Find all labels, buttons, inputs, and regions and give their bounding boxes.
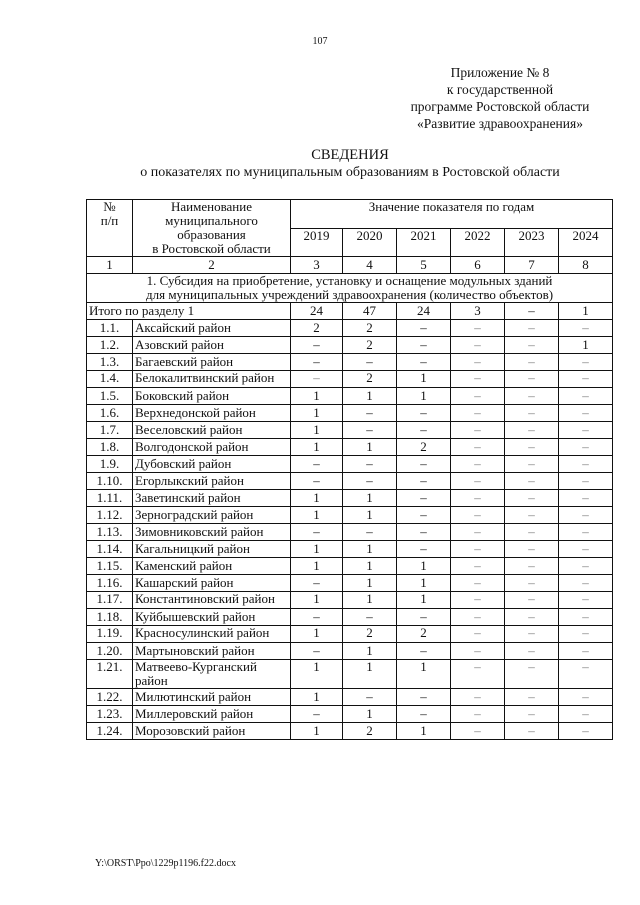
table-row [87,723,613,740]
value-cell: – [451,609,505,626]
value-cell: 1 [291,558,343,575]
value-cell: 2 [291,320,343,337]
value-cell: – [397,456,451,473]
value-cell: – [559,723,613,740]
total-label: Итого по разделу 1 [87,303,291,320]
annex-line: Приложение № 8 [450,65,550,80]
annex-line: к государственной [446,82,554,97]
document-subtitle: о показателях по муниципальным образованиям в Ростовской области [140,165,560,180]
value-cell: – [505,371,559,388]
value-cell: – [505,456,559,473]
value-cell: – [291,371,343,388]
value-cell: 1 [343,439,397,456]
value-cell: – [559,371,613,388]
value-cell: 1 [343,507,397,524]
value-cell: – [291,609,343,626]
value-cell: – [505,473,559,490]
annex-block [380,64,620,132]
document-title: СВЕДЕНИЯ [311,147,389,163]
district-name: Каменский район [133,558,291,575]
value-cell: – [397,337,451,354]
header-year: 2019 [291,228,343,257]
value-cell: – [505,660,559,689]
value-cell: – [451,371,505,388]
row-number: 1.5. [87,388,133,405]
district-name: Аксайский район [133,320,291,337]
header-name: Наименование муниципального образования в Ростовской области [133,200,291,257]
table-row [87,371,613,388]
value-cell: – [559,541,613,558]
table-row [87,609,613,626]
table-row [87,354,613,371]
district-name: Дубовский район [133,456,291,473]
value-cell: – [451,456,505,473]
value-cell: – [559,422,613,439]
value-cell: 1 [291,541,343,558]
value-cell: – [397,541,451,558]
value-cell: 1 [397,723,451,740]
value-cell: – [559,592,613,609]
row-number: 1.8. [87,439,133,456]
section-row [87,274,613,303]
district-name: Егорлыкский район [133,473,291,490]
value-cell: – [291,337,343,354]
value-cell: – [451,541,505,558]
value-cell: – [505,609,559,626]
table-row [87,558,613,575]
row-number: 1.16. [87,575,133,592]
row-number: 1.17. [87,592,133,609]
value-cell: – [397,507,451,524]
district-name: Куйбышевский район [133,609,291,626]
header-years-group: Значение показателя по годам [291,200,613,229]
row-number: 1.11. [87,490,133,507]
value-cell: – [559,456,613,473]
row-number: 1.9. [87,456,133,473]
column-numbers-row [87,257,613,274]
value-cell: 1 [397,371,451,388]
district-name: Мартыновский район [133,643,291,660]
value-cell: – [505,337,559,354]
row-number: 1.6. [87,405,133,422]
district-name: Константиновский район [133,592,291,609]
value-cell: – [451,422,505,439]
value-cell: – [343,524,397,541]
value-cell: 1 [343,541,397,558]
value-cell: – [559,643,613,660]
value-cell: 2 [343,320,397,337]
total-value: 1 [559,303,613,320]
value-cell: – [559,490,613,507]
value-cell: – [505,507,559,524]
row-number: 1.23. [87,706,133,723]
value-cell: 1 [397,592,451,609]
value-cell: – [505,541,559,558]
value-cell: 2 [343,723,397,740]
row-number: 1.2. [87,337,133,354]
value-cell: – [559,439,613,456]
column-number: 3 [291,257,343,274]
district-name: Матвеево-Курганский район [133,660,291,689]
table-row [87,575,613,592]
header-year: 2021 [397,228,451,257]
row-number: 1.24. [87,723,133,740]
table-row [87,320,613,337]
value-cell: – [451,354,505,371]
value-cell: – [505,524,559,541]
value-cell: 1 [343,558,397,575]
district-name: Багаевский район [133,354,291,371]
value-cell: – [451,337,505,354]
value-cell: 2 [343,626,397,643]
value-cell: – [505,388,559,405]
header-year: 2022 [451,228,505,257]
row-number: 1.4. [87,371,133,388]
value-cell: 2 [343,371,397,388]
column-number: 6 [451,257,505,274]
value-cell: – [559,706,613,723]
value-cell: – [451,689,505,706]
value-cell: – [451,405,505,422]
table-row [87,405,613,422]
value-cell: – [559,626,613,643]
value-cell: 1 [343,660,397,689]
district-name: Боковский район [133,388,291,405]
value-cell: – [559,689,613,706]
value-cell: – [343,422,397,439]
district-name: Кашарский район [133,575,291,592]
value-cell: 1 [291,439,343,456]
value-cell: – [397,643,451,660]
value-cell: – [505,723,559,740]
value-cell: – [505,575,559,592]
total-value: 24 [291,303,343,320]
value-cell: 1 [343,575,397,592]
district-name: Азовский район [133,337,291,354]
value-cell: – [505,439,559,456]
table-row [87,524,613,541]
column-number: 1 [87,257,133,274]
value-cell: – [291,473,343,490]
total-value: 47 [343,303,397,320]
value-cell: – [451,439,505,456]
value-cell: – [451,660,505,689]
value-cell: – [505,405,559,422]
value-cell: – [343,354,397,371]
table-row [87,592,613,609]
value-cell: – [291,706,343,723]
value-cell: – [559,660,613,689]
value-cell: – [397,609,451,626]
table-row [87,456,613,473]
indicators-table [86,199,613,740]
annex-line: «Развитие здравоохранения» [417,116,583,131]
district-name: Зерноградский район [133,507,291,524]
table-row [87,689,613,706]
district-name: Кагальницкий район [133,541,291,558]
value-cell: – [451,575,505,592]
value-cell: – [559,405,613,422]
value-cell: – [451,320,505,337]
district-name: Милютинский район [133,689,291,706]
value-cell: – [451,626,505,643]
column-number: 7 [505,257,559,274]
value-cell: – [451,558,505,575]
value-cell: 2 [397,626,451,643]
value-cell: 2 [343,337,397,354]
value-cell: – [505,689,559,706]
table-row [87,337,613,354]
value-cell: – [397,405,451,422]
value-cell: – [559,354,613,371]
value-cell: – [451,524,505,541]
value-cell: – [559,558,613,575]
value-cell: – [397,422,451,439]
row-number: 1.22. [87,689,133,706]
row-number: 1.20. [87,643,133,660]
table-row [87,422,613,439]
value-cell: – [291,354,343,371]
table-row [87,706,613,723]
value-cell: – [451,592,505,609]
value-cell: – [505,354,559,371]
header-year: 2020 [343,228,397,257]
value-cell: 1 [343,706,397,723]
value-cell: 1 [291,660,343,689]
value-cell: – [505,320,559,337]
district-name: Верхнедонской район [133,405,291,422]
value-cell: – [559,507,613,524]
document-heading [60,147,640,181]
value-cell: – [505,706,559,723]
value-cell: – [343,456,397,473]
value-cell: 1 [397,660,451,689]
value-cell: 1 [291,689,343,706]
header-num: № п/п [87,200,133,257]
column-number: 4 [343,257,397,274]
value-cell: – [397,473,451,490]
value-cell: – [559,388,613,405]
value-cell: – [343,405,397,422]
district-name: Заветинский район [133,490,291,507]
district-name: Морозовский район [133,723,291,740]
total-value: 24 [397,303,451,320]
row-number: 1.14. [87,541,133,558]
value-cell: – [451,388,505,405]
value-cell: 1 [291,626,343,643]
value-cell: – [505,643,559,660]
value-cell: – [397,354,451,371]
value-cell: 1 [291,507,343,524]
row-number: 1.1. [87,320,133,337]
total-value: – [505,303,559,320]
district-name: Волгодонской район [133,439,291,456]
value-cell: 1 [343,388,397,405]
table-row [87,507,613,524]
value-cell: 1 [343,592,397,609]
value-cell: – [343,689,397,706]
value-cell: – [559,524,613,541]
value-cell: 1 [291,388,343,405]
row-number: 1.12. [87,507,133,524]
value-cell: – [505,490,559,507]
total-value: 3 [451,303,505,320]
district-name: Веселовский район [133,422,291,439]
district-name: Миллеровский район [133,706,291,723]
row-number: 1.10. [87,473,133,490]
value-cell: – [451,490,505,507]
value-cell: 1 [397,388,451,405]
value-cell: – [397,524,451,541]
row-number: 1.19. [87,626,133,643]
column-number: 8 [559,257,613,274]
value-cell: – [559,609,613,626]
file-path-footer: Y:\ORST\Ppo\1229p1196.f22.docx [95,858,236,869]
table-row [87,388,613,405]
value-cell: 1 [343,490,397,507]
table-row [87,541,613,558]
annex-line: программе Ростовской области [410,99,590,114]
value-cell: 1 [291,592,343,609]
row-number: 1.3. [87,354,133,371]
value-cell: – [505,626,559,643]
district-name: Белокалитвинский район [133,371,291,388]
value-cell: 1 [397,575,451,592]
table-row [87,490,613,507]
row-number: 1.13. [87,524,133,541]
value-cell: 1 [559,337,613,354]
district-name: Зимовниковский район [133,524,291,541]
value-cell: – [291,524,343,541]
value-cell: 1 [291,723,343,740]
row-number: 1.18. [87,609,133,626]
value-cell: – [397,320,451,337]
value-cell: 1 [397,558,451,575]
value-cell: – [291,643,343,660]
row-number: 1.15. [87,558,133,575]
value-cell: – [291,575,343,592]
value-cell: – [559,320,613,337]
value-cell: – [451,723,505,740]
page-number: 107 [312,36,328,47]
value-cell: 1 [291,422,343,439]
table-row [87,643,613,660]
total-row [87,303,613,320]
value-cell: 1 [291,490,343,507]
value-cell: – [343,609,397,626]
value-cell: – [559,473,613,490]
value-cell: – [343,473,397,490]
column-number: 5 [397,257,451,274]
value-cell: 1 [343,643,397,660]
section-title: 1. Субсидия на приобретение, установку и оснащение модульных зданий для муниципальных учреждений здравоохранения (количество объектов) [87,274,613,303]
header-year: 2023 [505,228,559,257]
table-row [87,660,613,689]
row-number: 1.21. [87,660,133,689]
value-cell: – [397,689,451,706]
value-cell: – [505,592,559,609]
value-cell: 2 [397,439,451,456]
value-cell: – [451,473,505,490]
value-cell: – [451,643,505,660]
column-number: 2 [133,257,291,274]
value-cell: – [291,456,343,473]
header-year: 2024 [559,228,613,257]
district-name: Красносулинский район [133,626,291,643]
row-number: 1.7. [87,422,133,439]
table-row [87,473,613,490]
value-cell: – [559,575,613,592]
value-cell: – [451,507,505,524]
value-cell: – [397,706,451,723]
value-cell: – [397,490,451,507]
table-row [87,626,613,643]
value-cell: – [505,422,559,439]
value-cell: 1 [291,405,343,422]
table-row [87,439,613,456]
value-cell: – [451,706,505,723]
value-cell: – [505,558,559,575]
